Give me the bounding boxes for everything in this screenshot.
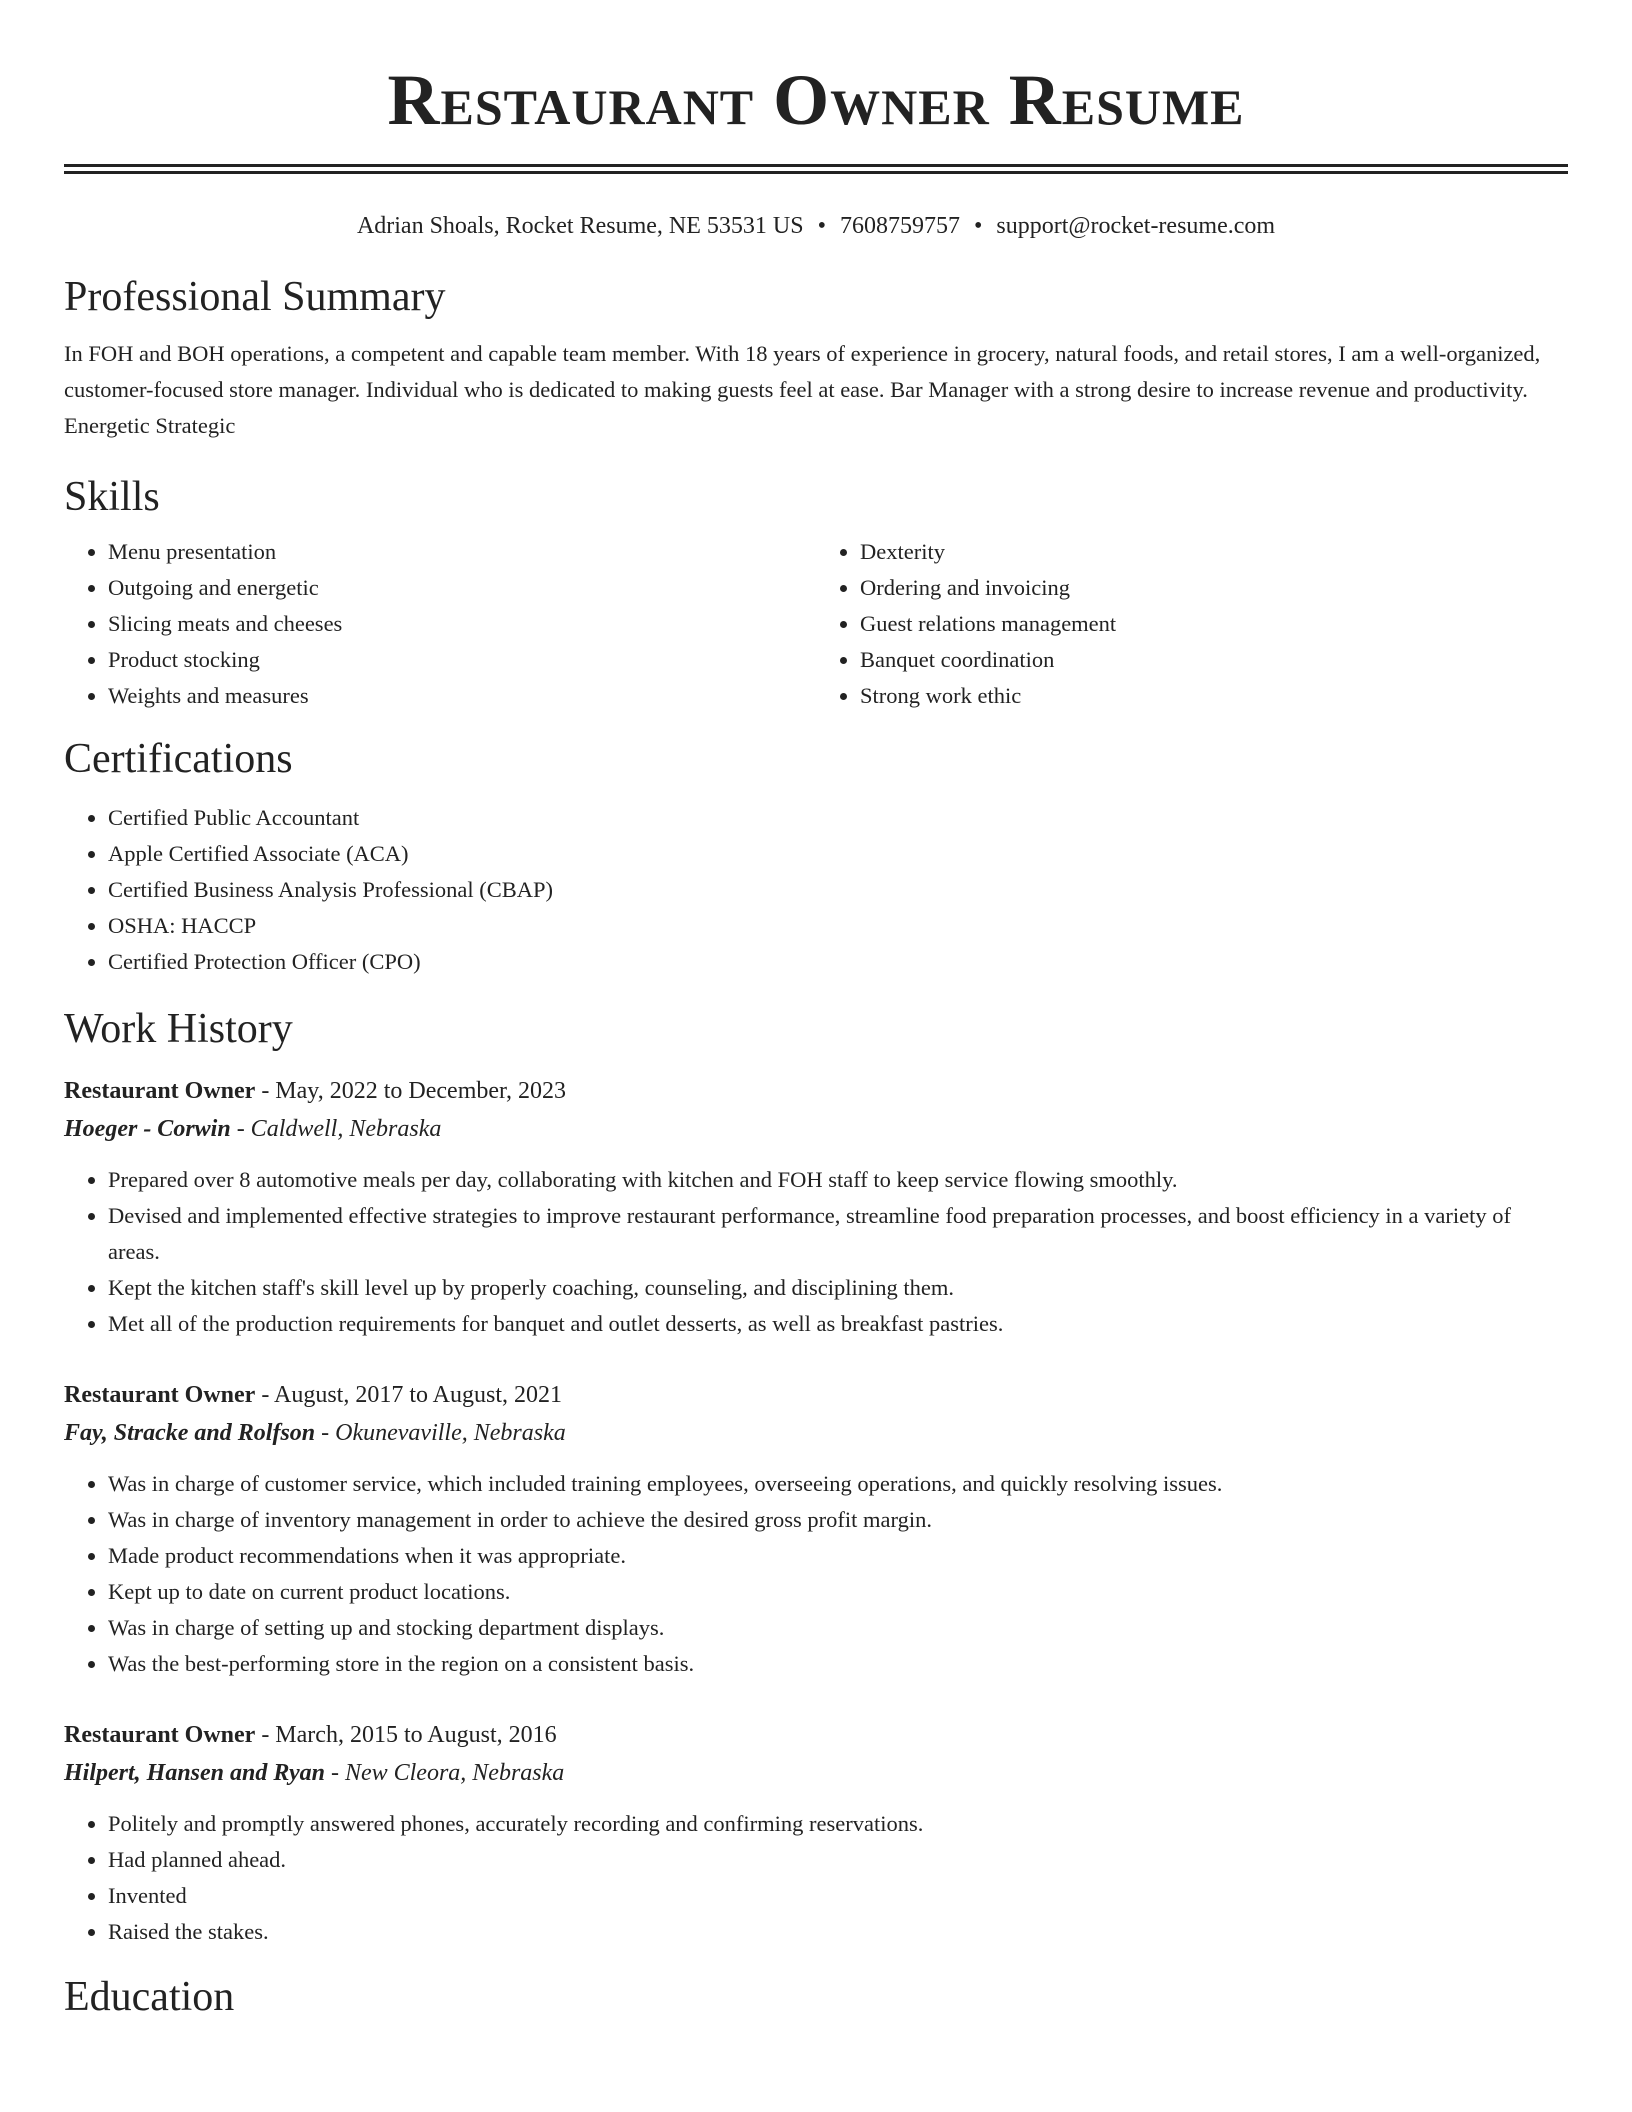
job-duty: • Prepared over 8 automotive meals per day, collaborating with kitchen and FOH staff to keep service flowing smoothly. <box>108 1162 1568 1198</box>
job-duties-list <box>64 1162 1568 1342</box>
skill-item: • Product stocking <box>108 642 816 678</box>
skills-columns <box>64 534 1568 714</box>
job-duty: • Was the best-performing store in the region on a consistent basis. <box>108 1646 1568 1682</box>
contact-address: Adrian Shoals, Rocket Resume, NE 53531 US <box>356 213 804 239</box>
job-company: Fay, Stracke and Rolfson <box>64 1420 316 1446</box>
title-divider <box>64 164 1568 174</box>
job-duties-list <box>64 1806 1568 1950</box>
certifications-section <box>64 734 1568 980</box>
job-duty: • Had planned ahead. <box>108 1842 1568 1878</box>
skill-item: • Dexterity <box>860 534 1568 570</box>
job-duty: • Was in charge of inventory management in order to achieve the desired gross profit margin. <box>108 1502 1568 1538</box>
job-duty: • Kept the kitchen staff's skill level up by properly coaching, counseling, and disciplining them. <box>108 1270 1568 1306</box>
job-header <box>64 1376 1568 1414</box>
job-entry <box>64 1072 1568 1342</box>
contact-separator: • <box>973 213 983 239</box>
job-entry <box>64 1376 1568 1682</box>
job-duties-list <box>64 1466 1568 1682</box>
job-location: - Caldwell, Nebraska <box>230 1116 442 1142</box>
summary-text: In FOH and BOH operations, a competent and capable team member. With 18 years of experience in grocery, natural foods, and retail stores, I am a well-organized, customer-focused store manager. Individual who is dedicated to making guests feel at ease. Bar Manager with a strong desire to increase revenue and productivity. Energetic Strategic <box>64 341 1541 438</box>
job-dates: - August, 2017 to August, 2021 <box>255 1382 563 1408</box>
job-duty: • Devised and implemented effective strategies to improve restaurant performance, streamline food preparation processes, and boost efficiency in a variety of areas. <box>108 1198 1568 1270</box>
certification-item: • Certified Business Analysis Professional (CBAP) <box>108 872 1568 908</box>
job-dates: - May, 2022 to December, 2023 <box>255 1078 567 1104</box>
job-duty: • Invented <box>108 1878 1568 1914</box>
education-heading: Education <box>64 1974 235 2020</box>
job-duty: • Was in charge of customer service, which included training employees, overseeing operations, and quickly resolving issues. <box>108 1466 1568 1502</box>
contact-separator: • <box>817 213 826 239</box>
skill-item: • Banquet coordination <box>860 642 1568 678</box>
job-duty: • Kept up to date on current product locations. <box>108 1574 1568 1610</box>
job-duty: • Politely and promptly answered phones, accurately recording and confirming reservations. <box>108 1806 1568 1842</box>
job-employer <box>64 1110 1568 1148</box>
certification-item: • OSHA: HACCP <box>108 908 1568 944</box>
job-employer <box>64 1754 1568 1792</box>
work-history-heading: Work History <box>64 1006 293 1052</box>
certification-item: • Apple Certified Associate (ACA) <box>108 836 1568 872</box>
skill-item: • Strong work ethic <box>860 678 1568 714</box>
certifications-heading: Certifications <box>64 736 293 782</box>
skills-left-list <box>64 534 816 714</box>
skill-item: • Outgoing and energetic <box>108 570 816 606</box>
job-company: Hilpert, Hansen and Ryan <box>64 1760 325 1786</box>
skills-heading: Skills <box>64 474 160 520</box>
certification-item: • Certified Protection Officer (CPO) <box>108 944 1568 980</box>
skills-right-list <box>816 534 1568 714</box>
skill-item: • Menu presentation <box>108 534 816 570</box>
job-duty: • Made product recommendations when it was appropriate. <box>108 1538 1568 1574</box>
work-history-section <box>64 1004 1568 1950</box>
skill-item: • Slicing meats and cheeses <box>108 606 816 642</box>
job-duty: • Met all of the production requirements for banquet and outlet desserts, as well as breakfast pastries. <box>108 1306 1568 1342</box>
education-section <box>64 1972 1568 2022</box>
skill-item: • Weights and measures <box>108 678 816 714</box>
skills-section <box>64 472 1568 714</box>
contact-email: support@rocket-resume.com <box>996 213 1276 239</box>
job-title: Restaurant Owner <box>64 1722 256 1748</box>
contact-line <box>64 210 1568 242</box>
job-company: Hoeger - Corwin <box>64 1116 231 1142</box>
job-employer <box>64 1414 1568 1452</box>
job-duty: • Was in charge of setting up and stocking department displays. <box>108 1610 1568 1646</box>
job-location: - Okunevaville, Nebraska <box>315 1420 566 1446</box>
certification-item: • Certified Public Accountant <box>108 800 1568 836</box>
certifications-list <box>64 800 1568 980</box>
job-title: Restaurant Owner <box>64 1382 256 1408</box>
skill-item: • Ordering and invoicing <box>860 570 1568 606</box>
job-dates: - March, 2015 to August, 2016 <box>255 1722 557 1748</box>
job-location: - New Cleora, Nebraska <box>324 1760 565 1786</box>
page-title: Restaurant Owner Resume <box>387 60 1245 140</box>
job-entry <box>64 1716 1568 1950</box>
contact-phone: 7608759757 <box>839 213 960 239</box>
job-header <box>64 1072 1568 1110</box>
resume-page <box>64 0 1568 2022</box>
job-header <box>64 1716 1568 1754</box>
summary-heading: Professional Summary <box>64 274 446 320</box>
job-duty: • Raised the stakes. <box>108 1914 1568 1950</box>
summary-section <box>64 272 1568 444</box>
skill-item: • Guest relations management <box>860 606 1568 642</box>
job-title: Restaurant Owner <box>64 1078 256 1104</box>
